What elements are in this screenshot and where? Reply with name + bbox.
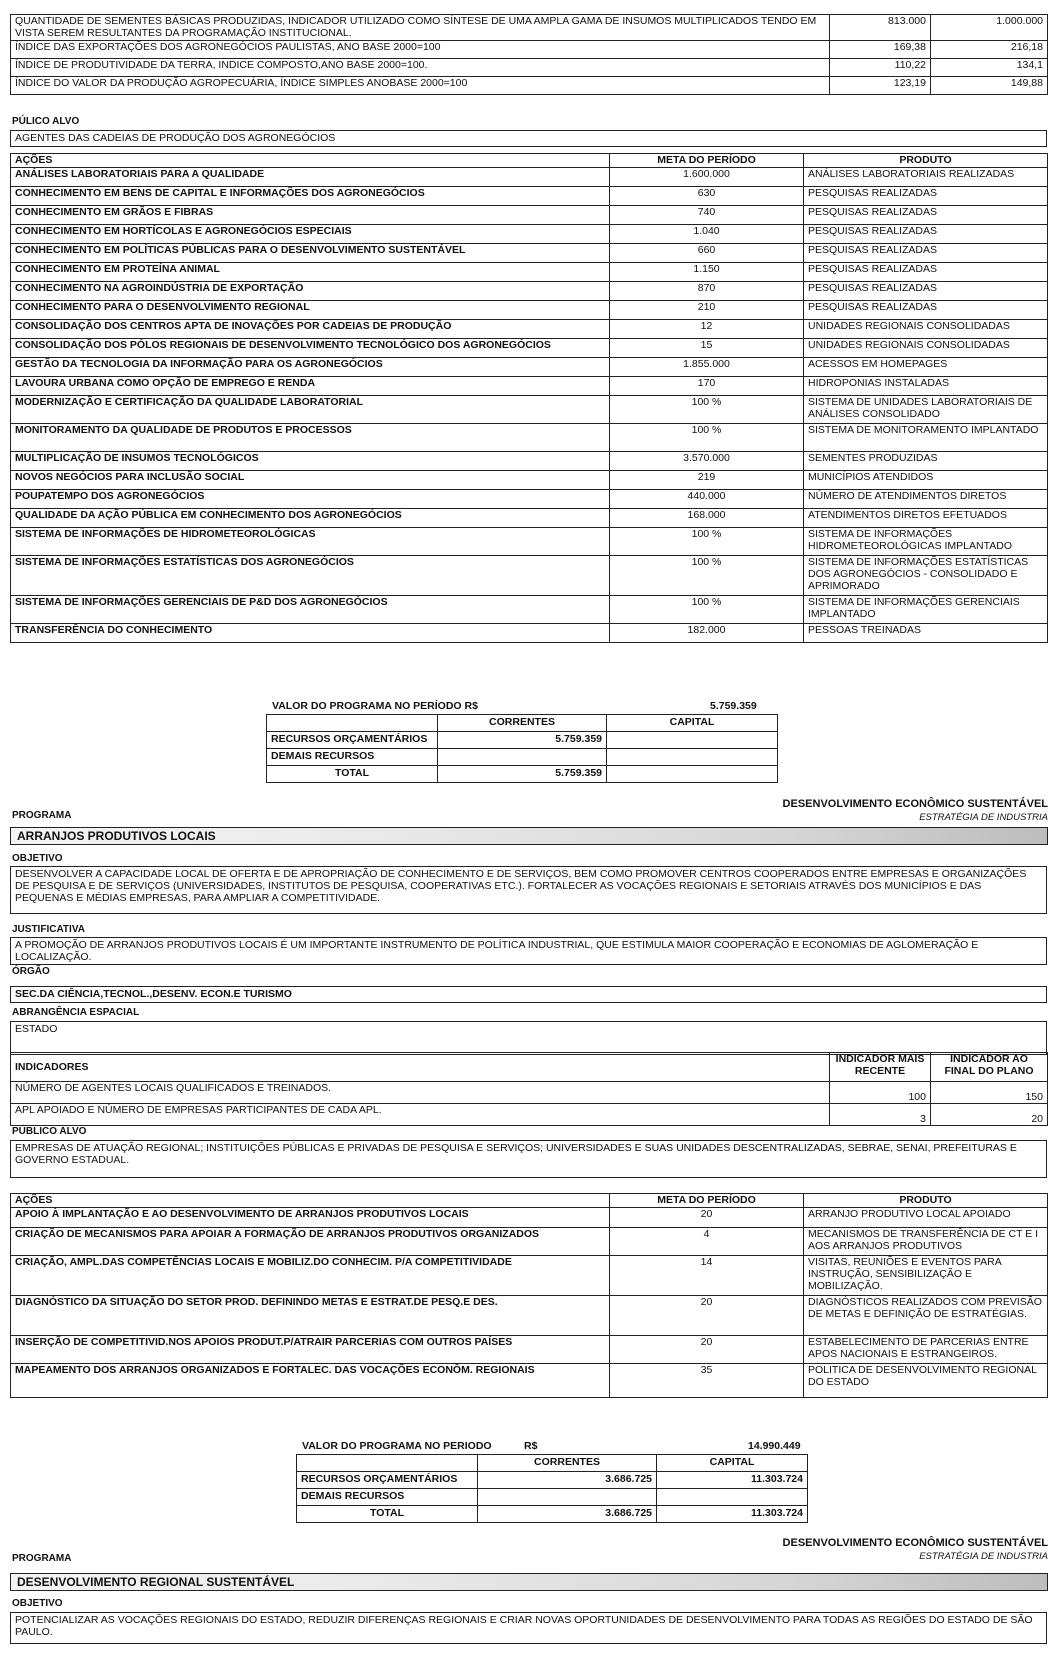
acao-name: APOIO À IMPLANTAÇÃO E AO DESENVOLVIMENTO DE ARRANJOS PRODUTIVOS LOCAIS bbox=[11, 1208, 610, 1228]
acao-produto: UNIDADES REGIONAIS CONSOLIDADAS bbox=[804, 339, 1048, 358]
acao-produto: SISTEMA DE UNIDADES LABORATORIAIS DE ANÁLISES CONSOLIDADO bbox=[804, 396, 1048, 424]
acao-name: MAPEAMENTO DOS ARRANJOS ORGANIZADOS E FORTALEC. DAS VOCAÇÕES ECONÔM. REGIONAIS bbox=[11, 1364, 610, 1398]
acao-row bbox=[11, 1296, 1048, 1336]
acao-row bbox=[11, 225, 1048, 244]
acao-meta: 660 bbox=[610, 244, 804, 263]
p2-valor-rs: R$ bbox=[524, 1440, 538, 1452]
indicator-final: 1.000.000 bbox=[931, 15, 1048, 41]
p2-programa-title: ARRANJOS PRODUTIVOS LOCAIS bbox=[10, 827, 1048, 845]
acao-meta: 12 bbox=[610, 320, 804, 339]
valor-correntes bbox=[478, 1489, 657, 1506]
p1-publico-label: PÚLICO ALVO bbox=[12, 116, 80, 127]
acao-row bbox=[11, 187, 1048, 206]
acao-row bbox=[11, 320, 1048, 339]
acao-meta: 100 % bbox=[610, 396, 804, 424]
p2-valor-total: 14.990.449 bbox=[748, 1440, 801, 1452]
p1-capital-header: CAPITAL bbox=[607, 715, 778, 732]
p2-produto-header: PRODUTO bbox=[804, 1194, 1048, 1208]
acao-name: SISTEMA DE INFORMAÇÕES ESTATÍSTICAS DOS AGRONEGÓCIOS bbox=[11, 556, 610, 596]
acao-row bbox=[11, 358, 1048, 377]
valor-capital: 11.303.724 bbox=[657, 1506, 808, 1523]
acao-produto: ANÁLISES LABORATORIAIS REALIZADAS bbox=[804, 168, 1048, 187]
acao-meta: 440.000 bbox=[610, 490, 804, 509]
top-indicator-row bbox=[11, 15, 1048, 41]
acao-meta: 100 % bbox=[610, 556, 804, 596]
acao-meta: 3.570.000 bbox=[610, 452, 804, 471]
indicator-recent: 123,19 bbox=[830, 77, 931, 95]
p2-justificativa-label: JUSTIFICATIVA bbox=[12, 924, 85, 935]
p2-correntes-header: CORRENTES bbox=[478, 1455, 657, 1472]
indicator-name: ÍNDICE DE PRODUTIVIDADE DA TERRA, INDICE COMPOSTO,ANO BASE 2000=100. bbox=[11, 59, 830, 77]
valor-capital bbox=[607, 766, 778, 783]
acao-row bbox=[11, 263, 1048, 282]
acao-produto: PESQUISAS REALIZADAS bbox=[804, 301, 1048, 320]
acao-name: MODERNIZAÇÃO E CERTIFICAÇÃO DA QUALIDADE LABORATORIAL bbox=[11, 396, 610, 424]
p2-publico-box: EMPRESAS DE ATUAÇÃO REGIONAL; INSTITUIÇÕES PÚBLICAS E PRIVADAS DE PESQUISA E SERVIÇOS; UNIVERSIDADES E SUAS UNIDADES DESCENTRALIZADAS, SEBRAE, SENAI, PREFEITURAS E GOVERNO ESTADUAL. bbox=[10, 1140, 1047, 1178]
valor-correntes bbox=[438, 749, 607, 766]
acao-meta: 14 bbox=[610, 1256, 804, 1296]
indicator-final: 134,1 bbox=[931, 59, 1048, 77]
valor-row bbox=[297, 1506, 808, 1523]
acao-name: MULTIPLICAÇÃO DE INSUMOS TECNOLÓGICOS bbox=[11, 452, 610, 471]
p1-correntes-header: CORRENTES bbox=[438, 715, 607, 732]
acao-produto: ATENDIMENTOS DIRETOS EFETUADOS bbox=[804, 509, 1048, 528]
valor-label: RECURSOS ORÇAMENTÁRIOS bbox=[267, 732, 438, 749]
acao-row bbox=[11, 471, 1048, 490]
acao-row bbox=[11, 301, 1048, 320]
acao-produto: ARRANJO PRODUTIVO LOCAL APOIADO bbox=[804, 1208, 1048, 1228]
p1-acoes-header: AÇÕES bbox=[11, 154, 610, 168]
acao-meta: 870 bbox=[610, 282, 804, 301]
acao-row bbox=[11, 509, 1048, 528]
indicator-final: 150 bbox=[931, 1082, 1048, 1104]
p1-valor-title: VALOR DO PROGRAMA NO PERÍODO R$ bbox=[272, 700, 478, 712]
p2-acoes-table bbox=[10, 1193, 1048, 1398]
acao-produto: SISTEMA DE INFORMAÇÕES GERENCIAIS IMPLANTADO bbox=[804, 596, 1048, 624]
acao-meta: 1.600.000 bbox=[610, 168, 804, 187]
p1-valor-table bbox=[266, 714, 778, 783]
indicator-row bbox=[11, 1104, 1048, 1126]
p2-justificativa-box: A PROMOÇÃO DE ARRANJOS PRODUTIVOS LOCAIS É UM IMPORTANTE INSTRUMENTO DE POLÍTICA INDUSTRIAL, QUE ESTIMULA MAIOR COOPERAÇÃO E ECONOMIAS DE AGLOMERAÇÃO E LOCALIZAÇÃO. bbox=[10, 937, 1047, 965]
acao-name: CONHECIMENTO EM HORTÍCOLAS E AGRONEGÓCIOS ESPECIAIS bbox=[11, 225, 610, 244]
acao-row bbox=[11, 206, 1048, 225]
acao-produto: ESTABELECIMENTO DE PARCERIAS ENTRE APOS NACIONAIS E ESTRANGEIROS. bbox=[804, 1336, 1048, 1364]
acao-name: QUALIDADE DA AÇÃO PÚBLICA EM CONHECIMENTO DOS AGRONEGÓCIOS bbox=[11, 509, 610, 528]
acao-name: POUPATEMPO DOS AGRONEGÓCIOS bbox=[11, 490, 610, 509]
acao-name: CONHECIMENTO EM PROTEÍNA ANIMAL bbox=[11, 263, 610, 282]
p2-objetivo-box: DESENVOLVER A CAPACIDADE LOCAL DE OFERTA E DE APROPRIAÇÃO DE CONHECIMENTO E DE SERVIÇOS, BEM COMO PROMOVER CENTROS COOPERADOS ENTRE EMPRESAS E ORGANIZAÇÕES DE PESQUISA E DE SERVIÇOS (UNIVERSIDADES, INSTITUTOS DE PESQUISA, COOPERATIVAS ETC.). FORTALECER AS VOCAÇÕES REGIONAIS E SETORIAIS ATRAVÉS DOS MUNICÍPIOS E DAS PEQUENAS E MÉDIAS EMPRESAS, PARA AMPLIAR A COMPETITIVIDADE. bbox=[10, 866, 1047, 914]
p2-orgao-box: SEC.DA CIÊNCIA,TECNOL.,DESENV. ECON.E TURISMO bbox=[10, 986, 1047, 1003]
indicator-final: 149,88 bbox=[931, 77, 1048, 95]
indicator-name: NÚMERO DE AGENTES LOCAIS QUALIFICADOS E TREINADOS. bbox=[11, 1082, 830, 1104]
acao-meta: 210 bbox=[610, 301, 804, 320]
acao-name: ANÁLISES LABORATORIAIS PARA A QUALIDADE bbox=[11, 168, 610, 187]
acao-produto: SISTEMA DE MONITORAMENTO IMPLANTADO bbox=[804, 424, 1048, 452]
acao-name: SISTEMA DE INFORMAÇÕES GERENCIAIS DE P&D DOS AGRONEGÓCIOS bbox=[11, 596, 610, 624]
acao-row bbox=[11, 244, 1048, 263]
valor-capital: 11.303.724 bbox=[657, 1472, 808, 1489]
acao-name: CONSOLIDAÇÃO DOS CENTROS APTA DE INOVAÇÕES POR CADEIAS DE PRODUÇÃO bbox=[11, 320, 610, 339]
indicator-final: 20 bbox=[931, 1104, 1048, 1126]
acao-produto: DIAGNÓSTICOS REALIZADOS COM PREVISÃO DE METAS E DEFINIÇÃO DE ESTRATÉGIAS. bbox=[804, 1296, 1048, 1336]
acao-name: CRIAÇÃO DE MECANISMOS PARA APOIAR A FORMAÇÃO DE ARRANJOS PRODUTIVOS ORGANIZADOS bbox=[11, 1228, 610, 1256]
indicator-name: APL APOIADO E NÚMERO DE EMPRESAS PARTICIPANTES DE CADA APL. bbox=[11, 1104, 830, 1126]
valor-label: DEMAIS RECURSOS bbox=[267, 749, 438, 766]
indicator-recent: 3 bbox=[830, 1104, 931, 1126]
acao-produto: SEMENTES PRODUZIDAS bbox=[804, 452, 1048, 471]
acao-row bbox=[11, 452, 1048, 471]
acao-name: DIAGNÓSTICO DA SITUAÇÃO DO SETOR PROD. DEFININDO METAS E ESTRAT.DE PESQ.E DES. bbox=[11, 1296, 610, 1336]
acao-name: LAVOURA URBANA COMO OPÇÃO DE EMPREGO E RENDA bbox=[11, 377, 610, 396]
p2-estrategia: ESTRATÉGIA DE INDUSTRIA bbox=[919, 812, 1048, 823]
acao-produto: PESQUISAS REALIZADAS bbox=[804, 225, 1048, 244]
indicator-name: ÍNDICE DO VALOR DA PRODUÇÃO AGROPECUÁRIA, ÍNDICE SIMPLES ANOBASE 2000=100 bbox=[11, 77, 830, 95]
valor-row bbox=[267, 732, 778, 749]
acao-meta: 219 bbox=[610, 471, 804, 490]
valor-correntes: 3.686.725 bbox=[478, 1506, 657, 1523]
acao-meta: 1.150 bbox=[610, 263, 804, 282]
top-indicator-row bbox=[11, 77, 1048, 95]
top-indicator-row bbox=[11, 59, 1048, 77]
p3-objetivo-label: OBJETIVO bbox=[12, 1598, 63, 1609]
valor-row bbox=[267, 766, 778, 783]
acao-name: SISTEMA DE INFORMAÇÕES DE HIDROMETEOROLÓGICAS bbox=[11, 528, 610, 556]
p2-meta-header: META DO PERÍODO bbox=[610, 1194, 804, 1208]
acao-produto: UNIDADES REGIONAIS CONSOLIDADAS bbox=[804, 320, 1048, 339]
acao-row bbox=[11, 282, 1048, 301]
p3-area: DESENVOLVIMENTO ECONÔMICO SUSTENTÁVEL bbox=[782, 1537, 1048, 1549]
p2-abrangencia-box: ESTADO bbox=[10, 1021, 1047, 1055]
acao-name: CONHECIMENTO NA AGROINDÚSTRIA DE EXPORTAÇÃO bbox=[11, 282, 610, 301]
acao-produto: NÚMERO DE ATENDIMENTOS DIRETOS bbox=[804, 490, 1048, 509]
p2-indicators-table bbox=[10, 1052, 1048, 1126]
acao-name: NOVOS NEGÓCIOS PARA INCLUSÃO SOCIAL bbox=[11, 471, 610, 490]
p3-estrategia: ESTRATÉGIA DE INDUSTRIA bbox=[919, 1551, 1048, 1562]
p1-produto-header: PRODUTO bbox=[804, 154, 1048, 168]
acao-name: INSERÇÃO DE COMPETITIVID.NOS APOIOS PRODUT.P/ATRAIR PARCERIAS COM OUTROS PAÍSES bbox=[11, 1336, 610, 1364]
p3-programa-label: PROGRAMA bbox=[12, 1553, 72, 1564]
acao-row bbox=[11, 1208, 1048, 1228]
p2-acoes-header: AÇÕES bbox=[11, 1194, 610, 1208]
acao-row bbox=[11, 339, 1048, 358]
acao-produto: VISITAS, REUNIÕES E EVENTOS PARA INSTRUÇÃO, SENSIBILIZAÇÃO E MOBILIZAÇÃO. bbox=[804, 1256, 1048, 1296]
p2-ind-recent-header: INDICADOR MAIS RECENTE bbox=[830, 1053, 931, 1082]
acao-produto: ACESSOS EM HOMEPAGES bbox=[804, 358, 1048, 377]
valor-capital bbox=[607, 749, 778, 766]
acao-produto: SISTEMA DE INFORMAÇÕES ESTATÍSTICAS DOS AGRONEGÓCIOS - CONSOLIDADO E APRIMORADO bbox=[804, 556, 1048, 596]
acao-name: CONHECIMENTO PARA O DESENVOLVIMENTO REGIONAL bbox=[11, 301, 610, 320]
acao-meta: 15 bbox=[610, 339, 804, 358]
valor-label: TOTAL bbox=[297, 1506, 478, 1523]
valor-row bbox=[297, 1489, 808, 1506]
acao-produto: POLITICA DE DESENVOLVIMENTO REGIONAL DO ESTADO bbox=[804, 1364, 1048, 1398]
valor-correntes: 3.686.725 bbox=[478, 1472, 657, 1489]
valor-row bbox=[267, 749, 778, 766]
acao-name: CRIAÇÃO, AMPL.DAS COMPETÊNCIAS LOCAIS E MOBILIZ.DO CONHECIM. P/A COMPETITIVIDADE bbox=[11, 1256, 610, 1296]
acao-meta: 1.855.000 bbox=[610, 358, 804, 377]
acao-name: CONHECIMENTO EM POLÍTICAS PÚBLICAS PARA O DESENVOLVIMENTO SUSTENTÁVEL bbox=[11, 244, 610, 263]
p1-publico-box: AGENTES DAS CADEIAS DE PRODUÇÃO DOS AGRONEGÓCIOS bbox=[10, 130, 1047, 147]
p2-capital-header: CAPITAL bbox=[657, 1455, 808, 1472]
acao-row bbox=[11, 377, 1048, 396]
acao-meta: 1.040 bbox=[610, 225, 804, 244]
acao-row bbox=[11, 490, 1048, 509]
p3-programa-title: DESENVOLVIMENTO REGIONAL SUSTENTÁVEL bbox=[10, 1573, 1048, 1591]
p2-objetivo-label: OBJETIVO bbox=[12, 853, 63, 864]
p2-valor-table bbox=[296, 1454, 808, 1523]
acao-meta: 20 bbox=[610, 1336, 804, 1364]
acao-row bbox=[11, 1364, 1048, 1398]
p2-publico-label: PÚBLICO ALVO bbox=[12, 1126, 87, 1137]
indicator-row bbox=[11, 1082, 1048, 1104]
acao-produto: PESQUISAS REALIZADAS bbox=[804, 206, 1048, 225]
acao-produto: MUNICÍPIOS ATENDIDOS bbox=[804, 471, 1048, 490]
acao-meta: 20 bbox=[610, 1296, 804, 1336]
acao-produto: PESQUISAS REALIZADAS bbox=[804, 187, 1048, 206]
acao-produto: SISTEMA DE INFORMAÇÕES HIDROMETEOROLÓGICAS IMPLANTADO bbox=[804, 528, 1048, 556]
acao-name: MONITORAMENTO DA QUALIDADE DE PRODUTOS E PROCESSOS bbox=[11, 424, 610, 452]
p2-valor-title: VALOR DO PROGRAMA NO PERIODO bbox=[302, 1440, 492, 1452]
acao-meta: 100 % bbox=[610, 596, 804, 624]
indicator-recent: 813.000 bbox=[830, 15, 931, 41]
acao-name: CONHECIMENTO EM BENS DE CAPITAL E INFORMAÇÕES DOS AGRONEGÓCIOS bbox=[11, 187, 610, 206]
acao-name: GESTÃO DA TECNOLOGIA DA INFORMAÇÃO PARA OS AGRONEGÓCIOS bbox=[11, 358, 610, 377]
p3-objetivo-box: POTENCIALIZAR AS VOCAÇÕES REGIONAIS DO ESTADO, REDUZIR DIFERENÇAS REGIONAIS E CRIAR NOVAS OPORTUNIDADES DE DESENVOLVIMENTO PARA TODAS AS REGIÕES DO ESTADO DE SÃO PAULO. bbox=[10, 1612, 1047, 1644]
acao-name: CONHECIMENTO EM GRÃOS E FIBRAS bbox=[11, 206, 610, 225]
acao-meta: 100 % bbox=[610, 424, 804, 452]
acao-produto: MECANISMOS DE TRANSFERÊNCIA DE CT E I AOS ARRANJOS PRODUTIVOS bbox=[804, 1228, 1048, 1256]
p2-ind-header: INDICADORES bbox=[11, 1053, 830, 1082]
acao-name: TRANSFERÊNCIA DO CONHECIMENTO bbox=[11, 624, 610, 643]
acao-row bbox=[11, 168, 1048, 187]
acao-meta: 630 bbox=[610, 187, 804, 206]
acao-meta: 35 bbox=[610, 1364, 804, 1398]
acao-meta: 170 bbox=[610, 377, 804, 396]
valor-correntes: 5.759.359 bbox=[438, 766, 607, 783]
p1-acoes-table bbox=[10, 153, 1048, 643]
acao-produto: PESSOAS TREINADAS bbox=[804, 624, 1048, 643]
acao-meta: 4 bbox=[610, 1228, 804, 1256]
acao-row bbox=[11, 1336, 1048, 1364]
acao-row bbox=[11, 424, 1048, 452]
acao-name: CONSOLIDAÇÃO DOS PÓLOS REGIONAIS DE DESENVOLVIMENTO TECNOLÓGICO DOS AGRONEGÓCIOS bbox=[11, 339, 610, 358]
indicator-recent: 100 bbox=[830, 1082, 931, 1104]
acao-meta: 740 bbox=[610, 206, 804, 225]
p2-area: DESENVOLVIMENTO ECONÔMICO SUSTENTÁVEL bbox=[782, 798, 1048, 810]
indicator-recent: 169,38 bbox=[830, 41, 931, 59]
acao-produto: PESQUISAS REALIZADAS bbox=[804, 244, 1048, 263]
valor-correntes: 5.759.359 bbox=[438, 732, 607, 749]
acao-row bbox=[11, 556, 1048, 596]
p2-programa-label: PROGRAMA bbox=[12, 810, 72, 821]
acao-row bbox=[11, 528, 1048, 556]
valor-row bbox=[297, 1472, 808, 1489]
acao-row bbox=[11, 624, 1048, 643]
acao-row bbox=[11, 1228, 1048, 1256]
acao-row bbox=[11, 396, 1048, 424]
top-indicator-row bbox=[11, 41, 1048, 59]
top-indicators-table bbox=[10, 14, 1048, 95]
valor-capital bbox=[607, 732, 778, 749]
indicator-recent: 110,22 bbox=[830, 59, 931, 77]
p2-orgao-label: ÓRGÃO bbox=[12, 966, 50, 977]
acao-row bbox=[11, 1256, 1048, 1296]
acao-produto: PESQUISAS REALIZADAS bbox=[804, 263, 1048, 282]
acao-produto: HIDROPONIAS INSTALADAS bbox=[804, 377, 1048, 396]
acao-row bbox=[11, 596, 1048, 624]
valor-label: TOTAL bbox=[267, 766, 438, 783]
acao-meta: 168.000 bbox=[610, 509, 804, 528]
acao-meta: 100 % bbox=[610, 528, 804, 556]
valor-capital bbox=[657, 1489, 808, 1506]
acao-meta: 182.000 bbox=[610, 624, 804, 643]
acao-produto: PESQUISAS REALIZADAS bbox=[804, 282, 1048, 301]
indicator-name: QUANTIDADE DE SEMENTES BÁSICAS PRODUZIDAS, INDICADOR UTILIZADO COMO SÍNTESE DE UMA AMPLA GAMA DE INSUMOS MULTIPLICADOS TENDO EM VISTA SEREM RESULTANTES DA PROGRAMAÇÃO INSTITUCIONAL. bbox=[11, 15, 830, 41]
valor-label: RECURSOS ORÇAMENTÁRIOS bbox=[297, 1472, 478, 1489]
valor-label: DEMAIS RECURSOS bbox=[297, 1489, 478, 1506]
p1-meta-header: META DO PERÍODO bbox=[610, 154, 804, 168]
indicator-name: ÍNDICE DAS EXPORTAÇÕES DOS AGRONEGÓCIOS PAULISTAS, ANO BASE 2000=100 bbox=[11, 41, 830, 59]
p1-valor-total: 5.759.359 bbox=[710, 700, 757, 712]
acao-meta: 20 bbox=[610, 1208, 804, 1228]
indicator-final: 216,18 bbox=[931, 41, 1048, 59]
p2-ind-final-header: INDICADOR AO FINAL DO PLANO bbox=[931, 1053, 1048, 1082]
p2-abrangencia-label: ABRANGÊNCIA ESPACIAL bbox=[12, 1007, 140, 1018]
